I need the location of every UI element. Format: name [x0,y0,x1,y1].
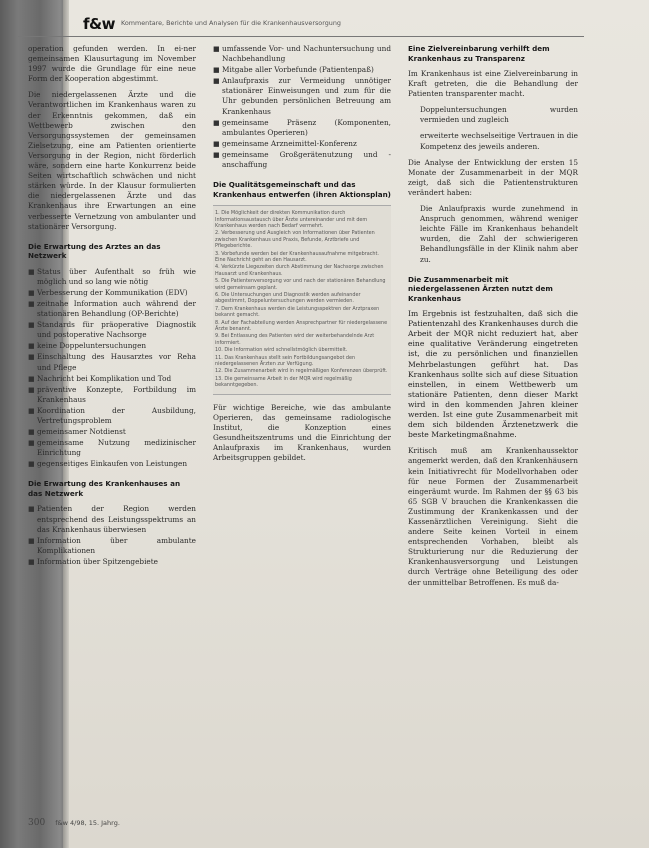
bullet-icon: ■ [28,321,35,330]
bullet-icon: ■ [28,439,35,448]
bullet-icon: ■ [213,139,220,148]
paragraph: Für wichtige Bereiche, wie das ambulante Operieren, das gemeinsame radiologische Institut, die Konzeption eines Gesundheitszentrums und die Einrichtung der Anlaufpraxis im Krankenhaus, wurden Arbeitsgruppen gebildet. [213,402,391,463]
list-item-text: Mitgabe aller Vorbefunde (Patientenpaß) [222,65,374,75]
list-item-text: Information über Spitzengebiete [37,556,158,566]
bullet-icon: ■ [28,342,35,351]
list-item-text: Einschaltung des Hausarztes vor Reha und Pflege [37,352,196,372]
column-2 [213,44,391,469]
list-item [28,536,196,556]
list-item [213,118,391,138]
paragraph: Die Analyse der Entwicklung der ersten 15 Monate der Zusammenarbeit in der MQR zeigt, daß sich die Patientenstrukturen verändert haben: [408,157,578,197]
list-item-text: keine Doppeluntersuchungen [37,341,147,351]
list-item [28,299,196,319]
paragraph: Kritisch muß am Krankenhaussektor angemerkt werden, daß den Krankenhäusern kein Initiativrecht für Modellvorhaben oder für neue Formen der Zusammenarbeit eingeräumt wurde. Im Rahmen der §§ 63 bis 65 SGB V brauchen die Krankenkassen die Zustimmung der Krankenkassen und der Kassenärztlichen Vereinigung. Sieht die andere Seite keinen Vorteil in einem entsprechenden Vorhaben, bleibt als Strukturierung nur die Reduzierung der Krankenhausversorgung und Leistungen durch Verträge ohne Beteiligung des oder der unmittelbar Betroffenen. Es muß da- [408,446,578,587]
bullet-list [28,504,196,567]
list-item-text: präventive Konzepte, Fortbildung im Krankenhaus [37,384,196,404]
list-item-text: Verbesserung der Kommunikation (EDV) [37,287,188,297]
box-item: 3. Vorbefunde werden bei der Krankenhausaufnahme mitgebracht. Eine Nachricht geht an den Hausarzt. [215,250,379,263]
section-heading: Die Zusammenarbeit mit niedergelassenen Ärzten nutzt dem Krankenhaus [408,274,553,303]
list-item-text: gegenseitiges Einkaufen von Leistungen [37,459,188,469]
list-item-text: Status über Aufenthalt so früh wie möglich und so lang wie nötig [37,266,196,286]
document-page [28,0,649,848]
paragraph: Doppeluntersuchungen wurden vermieden und zugleich [420,105,578,125]
list-item [28,427,196,437]
list-item [28,374,196,384]
list-item-text: gemeinsamer Notdienst [37,427,126,437]
list-item-text: Patienten der Region werden entsprechend des Leistungsspektrums an das Krankenhaus überwiesen [37,504,196,534]
paragraph: operation gefunden werden. In ei-ner gemeinsamen Klausurtagung im November 1997 wurde die Grundlage für eine neue Form der Kooperation abgestimmt. [28,44,196,84]
box-item: 1. Die Möglichkeit der direkten Kommunikation durch Informationsaustausch über Ärzte untereinander und mit dem Krankenhaus werden nach Bedarf vermehrt. [215,210,368,229]
bullet-icon: ■ [28,288,35,297]
list-item [28,341,196,351]
bullet-icon: ■ [28,428,35,437]
bullet-icon: ■ [213,77,220,86]
box-item: 4. Verkürzte Liegezeiten durch Abstimmung der Nachsorge zwischen Hausarzt und Krankenhaus. [215,264,384,277]
box-item: 10. Die Information wird schnellstmöglich übermittelt. [215,347,348,354]
list-item [28,385,196,405]
column-3 [408,44,578,594]
header-rule [18,36,584,37]
footer-text: f&w 4/98, 15. Jahrg. [55,819,120,827]
bullet-icon: ■ [28,267,35,276]
journal-logo: f&w [83,15,115,33]
list-item-text: Koordination der Ausbildung, Vertretungsproblem [37,405,196,425]
bullet-icon: ■ [28,536,35,545]
section-heading: Die Erwartung des Arztes an das Netzwerk [28,241,161,261]
box-item: 12. Die Zusammenarbeit wird in regelmäßigen Konferenzen überprüft. [215,368,388,375]
box-item: 9. Bei Entlassung des Patienten wird der weiterbehandelnde Arzt informiert. [215,333,375,346]
section-heading: Die Erwartung des Krankenhauses an das Netzwerk [28,479,181,498]
list-item [28,288,196,298]
paragraph: erweiterte wechselseitige Vertrauen in die Kompetenz des jeweils anderen. [420,131,578,151]
list-item [213,76,391,116]
section-heading: Eine Zielvereinbarung verhilft dem Krankenhaus zu Transparenz [408,44,550,63]
section-heading: Die Qualitätsgemeinschaft und das Krankenhaus entwerfen (ihren Aktionsplan) [213,180,391,199]
bullet-icon: ■ [213,66,220,75]
box-item: 8. Auf der Fachabteilung werden Ansprechpartner für niedergelassene Ärzte benannt. [215,319,388,333]
column-1 [28,44,196,573]
list-item [28,438,196,458]
bullet-icon: ■ [28,406,35,415]
list-item-text: zeitnahe Information auch während der stationären Behandlung (OP-Berichte) [37,298,196,319]
box-item: 11. Das Krankenhaus stellt sein Fortbildungsangebot den niedergelassenen Ärzten zur Verfügung. [215,354,356,368]
page-header [83,15,643,35]
paragraph: Im Krankenhaus ist eine Zielvereinbarung in Kraft getreten, die die Behandlung der Patienten transparenter macht. [408,69,578,99]
bullet-icon: ■ [28,374,35,383]
box-item: 6. Die Untersuchungen und Diagnostik werden aufeinander abgestimmt, Doppeluntersuchungen werden vermieden. [215,292,361,305]
box-item: 13. Die gemeinsame Arbeit in der MQR wird regelmäßig bekanntgegeben. [215,375,352,389]
box-item: 7. Dem Krankenhaus werden die Leistungsspektren der Arztpraxen bekannt gemacht. [215,305,380,319]
bullet-icon: ■ [213,150,220,159]
list-item-text: gemeinsame Arzneimittel-Konferenz [222,138,357,148]
bullet-icon: ■ [213,118,220,127]
list-item [213,44,391,64]
page-number: 300 [28,818,46,828]
bullet-icon: ■ [28,460,35,469]
bullet-icon: ■ [28,299,35,308]
list-item [28,320,196,340]
bullet-icon: ■ [28,385,35,394]
bullet-icon: ■ [28,557,35,566]
action-plan-box [213,205,391,395]
paragraph: Die Anlaufpraxis wurde zunehmend in Anspruch genommen, während weniger leichte Fälle im Krankenhaus behandelt wurden, die Zahl der schwierigeren Behandlungsfälle in der Klinik nahm aber zu. [420,204,578,264]
list-item-text: gemeinsame Großgerätenutzung und -anschaffung [222,149,391,170]
list-item-text: Information über ambulante Komplikationen [37,535,196,555]
list-item [28,504,196,534]
list-item [28,557,196,567]
list-item-text: gemeinsame Präsenz (Komponenten, ambulantes Operieren) [222,117,391,137]
list-item-text: umfassende Vor- und Nachuntersuchung und Nachbehandlung [222,44,391,64]
list-item-text: gemeinsame Nutzung medizinischer Einrichtung [37,438,196,458]
list-item [28,352,196,372]
list-item-text: Anlaufpraxis zur Vermeidung unnötiger stationärer Einweisungen und zum für die Uhr gebunden persönlichen Betreuung am Krankenhaus [222,76,391,116]
list-item [213,150,391,170]
bullet-list [28,267,196,470]
lead-paragraph: Im Ergebnis ist festzuhalten, daß sich die Patientenzahl des Krankenhauses durch die Arbeit der MQR nicht reduziert hat, aber eine qualitative Veränderung eingetreten ist, die zu persönlichen und finanziellen Mehrbelastungen geführt hat. Das Krankenhaus sollte sich auf diese Situation einstellen, in einem Wettbewerb um stationäre Patienten, denn dieser Markt wird in den kommenden Jahren kleiner werden. Ist eine gute Zusammenarbeit mit dem sich bildenden Ärztenetzwerk die beste Marketingmaßnahme. [408,309,578,440]
bullet-icon: ■ [213,45,220,53]
bullet-icon: ■ [28,353,35,362]
list-item [213,139,391,149]
list-item [213,65,391,75]
bullet-list [213,44,391,170]
page-footer [28,818,120,828]
list-item-text: Nachricht bei Komplikation und Tod [37,373,172,383]
box-item: 2. Verbesserung und Ausgleich von Informationen über Patienten zwischen Krankenhaus und Praxis, Befunde, Arztbriefe und Pflegeberichte. [215,230,375,250]
box-item: 5. Die Patientenversorgung vor und nach der stationären Behandlung wird gemeinsam geplant. [215,278,386,291]
bullet-icon: ■ [28,505,35,514]
list-item [28,406,196,426]
list-item [28,267,196,287]
list-item [28,459,196,469]
list-item-text: Standards für präoperative Diagnostik und postoperative Nachsorge [37,320,196,340]
header-text: Kommentare, Berichte und Analysen für die Krankenhausversorgung [121,19,341,27]
paragraph: Die niedergelassenen Ärzte und die Verantwortlichen im Krankenhaus waren zu der Erkenntnis gekommen, daß ein Wettbewerb zwischen den Versorgungssystemen der gemeinsamen Zielsetzung, eine am Patienten orientierte Versorgung in der Region, nicht förderlich wäre, sondern eine harte Konkurrenz beide Seiten wirtschaftlich schwächen und nicht stärken würde. In der Klausur formulierten die niedergelassenen Ärzte und das Krankenhaus ihre Erwartungen an eine verbesserte Vernetzung von ambulanter und stationärer Versorgung. [28,90,196,231]
